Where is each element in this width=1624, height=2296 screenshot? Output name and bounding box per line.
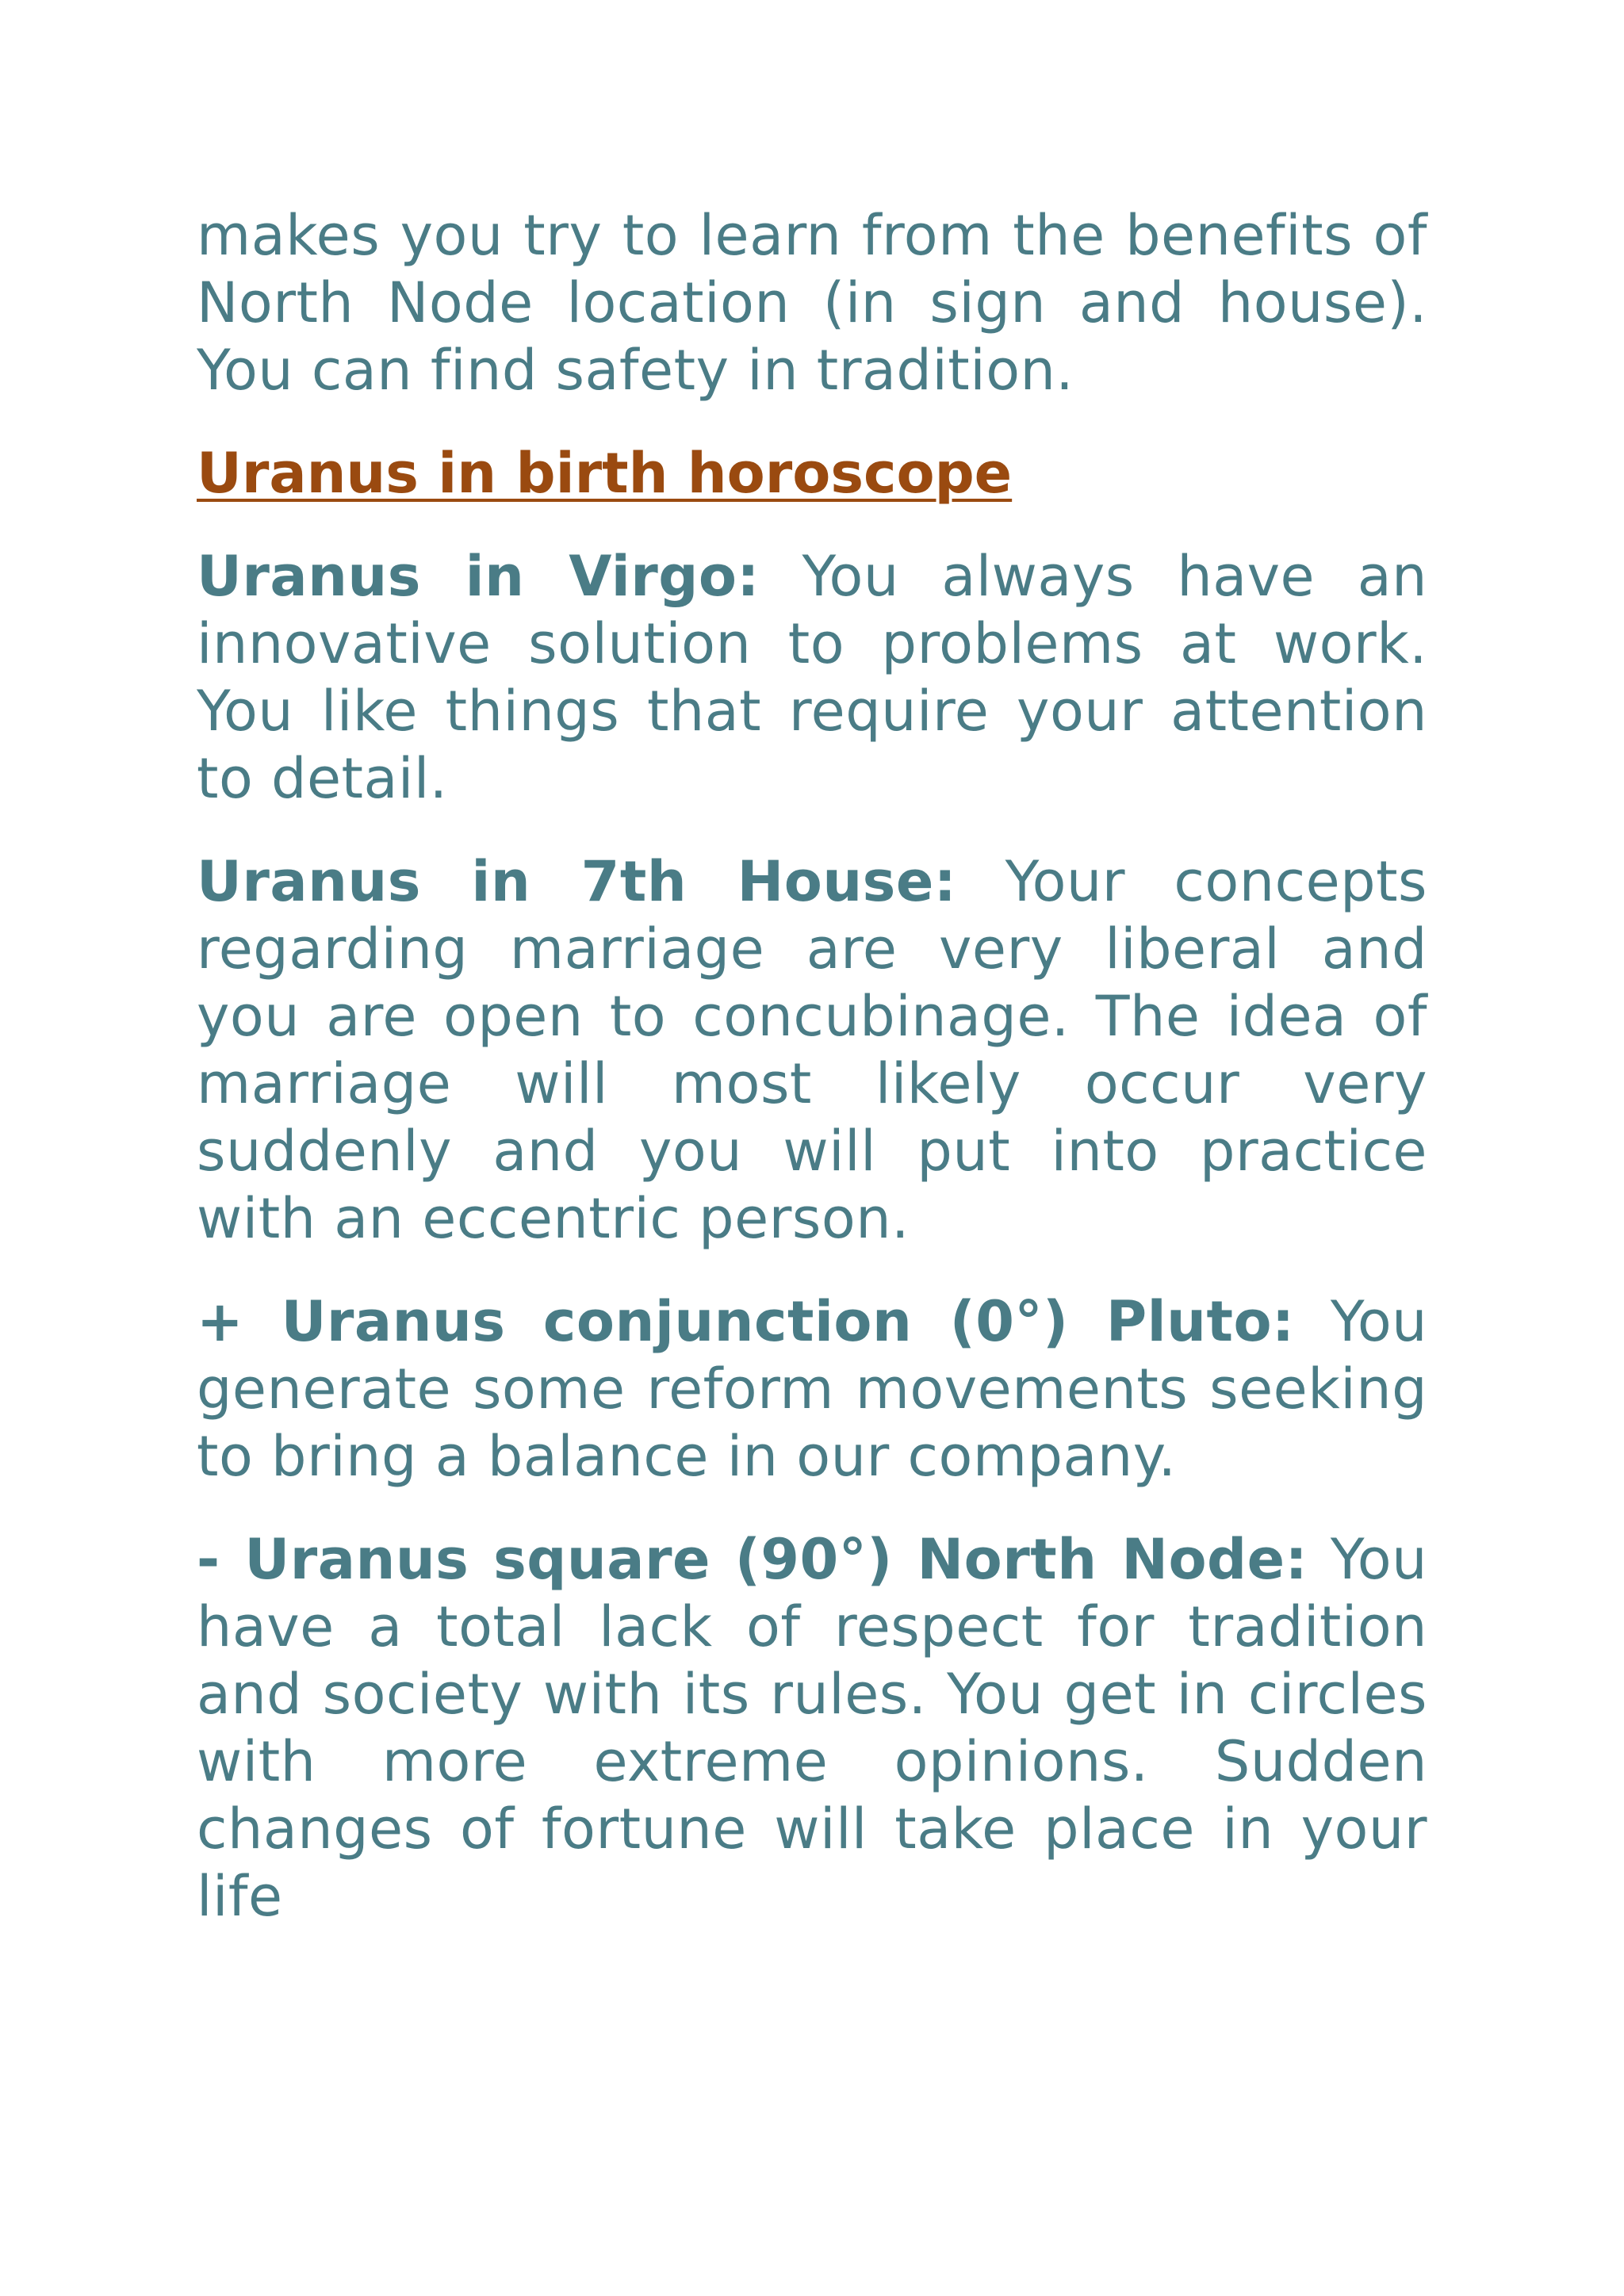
uranus-7th-house-paragraph [197,848,1427,1253]
paragraph-text: Your concepts regarding marriage are very liberal and you are open to concubinage. The idea of marriage will most likely occur very suddenly and you will put into practice with an eccentric person. [197,849,1427,1251]
paragraph-lead: + Uranus conjunction (0°) Pluto: [197,1289,1295,1354]
uranus-square-north-node-paragraph [197,1526,1427,1931]
paragraph-lead: Uranus in Virgo: [197,544,760,609]
uranus-conjunction-pluto-paragraph [197,1288,1427,1490]
paragraph-text: You have a total lack of respect for tradition and society with its rules. You get in circles with more extreme opinions. Sudden changes of fortune will take place in your life [197,1527,1427,1929]
paragraph-lead: Uranus in 7th House: [197,849,957,914]
uranus-virgo-paragraph [197,543,1427,813]
paragraph-text: You always have an innovative solution to problems at work. You like things that require your attention to detail. [197,544,1428,811]
intro-paragraph: makes you try to learn from the benefits of North Node location (in sign and house). You can find safety in tradition. [197,203,1427,403]
paragraph-lead: - Uranus square (90°) North Node: [197,1527,1308,1592]
paragraph-text: You generate some reform movements seeking to bring a balance in our company. [197,1289,1428,1489]
document-page [197,202,1427,1966]
section-heading: Uranus in birth horoscope [197,441,1013,506]
